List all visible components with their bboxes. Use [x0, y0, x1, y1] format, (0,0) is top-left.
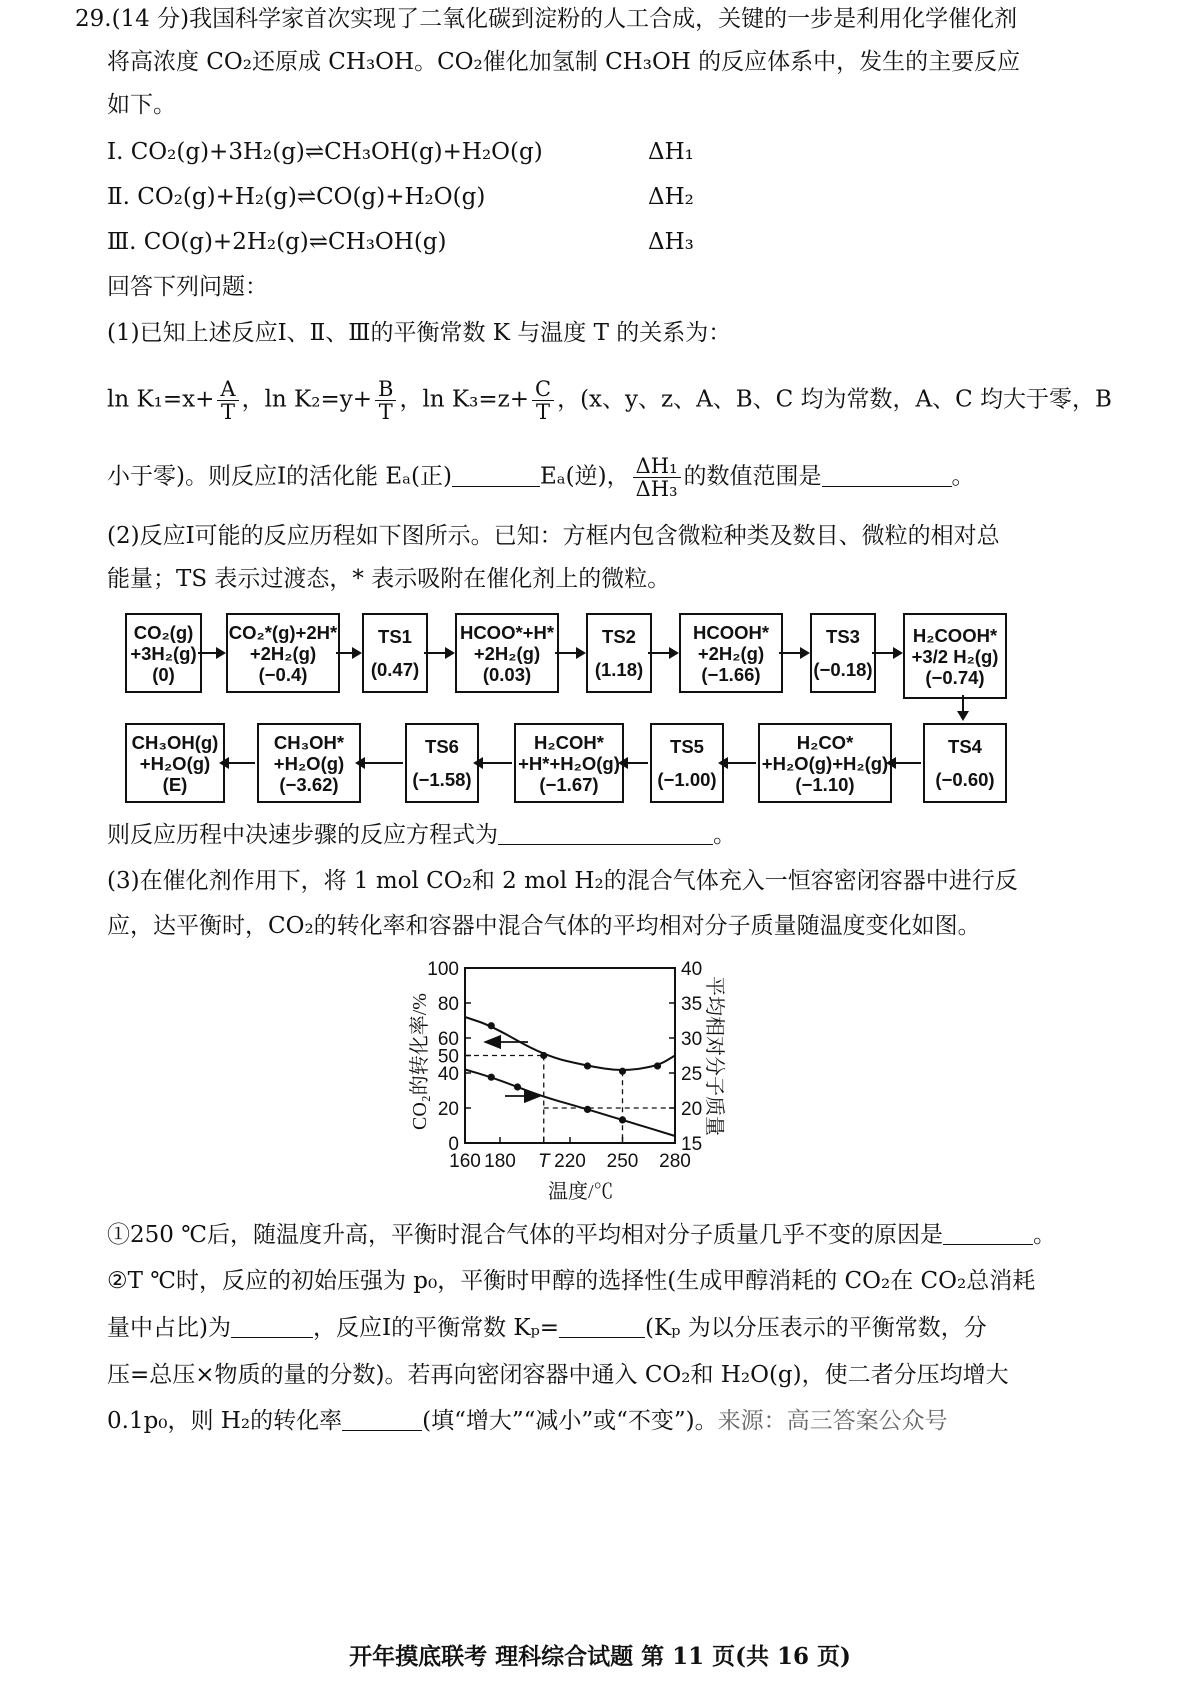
reaction-2-dh: ΔH₂ [648, 184, 694, 210]
data-point-marker [584, 1106, 591, 1113]
part3-q2-line-1: ②T ℃时，反应的初始压强为 p₀，平衡时甲醇的选择性(生成甲醇消耗的 CO₂在 CO₂总消耗 [107, 1268, 1036, 1294]
x-tick-label: 220 [554, 1151, 586, 1172]
series-avg-molar-mass-line [465, 1070, 675, 1137]
pathway-arrow [475, 762, 512, 764]
pathway-arrow [720, 762, 756, 764]
y-right-label: 平均相对分子质量 [703, 976, 725, 1136]
part2-line-1: (2)反应Ⅰ可能的反应历程如下图所示。已知：方框内包含微粒种类及数目、微粒的相对总 [107, 523, 1000, 549]
pathway-box-ts4: TS4 (−0.60) [923, 723, 1007, 803]
part2-question: 则反应历程中决速步骤的反应方程式为 。 [107, 822, 736, 848]
pathway-arrow [620, 762, 648, 764]
data-point-marker [488, 1022, 495, 1029]
reaction-1-dh: ΔH₁ [648, 139, 694, 165]
blank-rate-determining-step[interactable] [498, 822, 713, 845]
x-label: 温度/℃ [548, 1181, 614, 1203]
part3-q2-line-2: 量中占比)为 ，反应Ⅰ的平衡常数 Kₚ= (Kₚ 为以分压表示的平衡常数，分 [107, 1315, 987, 1341]
chart-frame [465, 968, 675, 1143]
blank-ratio-range[interactable] [822, 464, 952, 487]
pathway-box-ts1: TS1 (0.47) [362, 613, 428, 693]
data-point-marker [514, 1083, 521, 1090]
y-right-tick-label: 30 [681, 1029, 703, 1050]
data-point-marker [584, 1062, 591, 1069]
part3-line-1: (3)在催化剂作用下，将 1 mol CO₂和 2 mol H₂的混合气体充入一恒容密闭容器中进行反 [107, 868, 1018, 894]
pathway-arrow [888, 762, 921, 764]
pathway-arrow [648, 652, 677, 654]
pathway-arrow [872, 652, 901, 654]
x-tick-label: T [537, 1151, 550, 1172]
part3-line-2: 应，达平衡时，CO₂的转化率和容器中混合气体的平均相对分子质量随温度变化如图。 [107, 913, 981, 939]
pathway-box-co2-adsorbed: CO₂*(g)+2H* +2H₂(g) (−0.4) [226, 613, 340, 693]
data-point-marker [540, 1052, 547, 1059]
blank-h2-conversion[interactable] [342, 1408, 422, 1431]
pathway-arrow-down [962, 695, 964, 719]
intro-line-2: 将高浓度 CO₂还原成 CH₃OH。CO₂催化加氢制 CH₃OH 的反应体系中，发生的主要反应 [107, 49, 1021, 75]
data-point-marker [488, 1074, 495, 1081]
data-point-marker [654, 1062, 661, 1069]
x-tick-label: 180 [484, 1151, 516, 1172]
pathway-box-ch3oh-gas: CH₃OH(g) +H₂O(g) (E) [125, 723, 225, 803]
pathway-arrow [357, 762, 403, 764]
pathway-box-ch3oh-adsorbed: CH₃OH* +H₂O(g) (−3.62) [257, 723, 361, 803]
pathway-arrow [424, 652, 453, 654]
pathway-box-ts3: TS3 (−0.18) [810, 613, 876, 693]
y-right-tick-label: 20 [681, 1099, 703, 1120]
y-left-label: CO₂的转化率/% [409, 993, 431, 1130]
blank-kp[interactable] [559, 1315, 645, 1338]
part3-q2-line-3: 压=总压×物质的量的分数)。若再向密闭容器中通入 CO₂和 H₂O(g)，使二者分压均增大 [107, 1362, 1009, 1388]
data-point-marker [619, 1116, 626, 1123]
data-point-marker [619, 1068, 626, 1075]
pathway-arrow [336, 652, 360, 654]
pathway-box-ts5: TS5 (−1.00) [650, 723, 724, 803]
y-right-tick-label: 15 [681, 1134, 703, 1155]
pathway-box-ts2: TS2 (1.18) [586, 613, 652, 693]
pathway-box-co2-start: CO₂(g) +3H₂(g) (0) [125, 613, 202, 693]
page-footer: 开年摸底联考 理科综合试题 第 11 页(共 16 页) [349, 1643, 851, 1670]
y-left-tick-label: 0 [448, 1134, 459, 1155]
y-left-tick-label: 40 [437, 1064, 459, 1085]
blank-activation-energy[interactable] [452, 464, 540, 487]
reaction-3-dh: ΔH₃ [648, 229, 694, 255]
pathway-arrow [779, 652, 808, 654]
y-right-tick-label: 35 [681, 994, 703, 1015]
pathway-arrow [198, 652, 224, 654]
pathway-box-h2coh: H₂COH* +H*+H₂O(g) (−1.67) [514, 723, 624, 803]
part1-line-1: (1)已知上述反应Ⅰ、Ⅱ、Ⅲ的平衡常数 K 与温度 T 的关系为： [107, 320, 732, 346]
pathway-box-hcooh: HCOOH* +2H₂(g) (−1.66) [679, 613, 783, 693]
source-note: 来源：高三答案公众号 [717, 1408, 948, 1434]
part1-formula-line: ln K₁=x+ $\frac{A}{T}$ ，ln K₂=y+ $\frac{B}{T}$ ，ln K₃=z+ $\frac{C}{T}$ ，(x、y、z、A、B、C 均为常数，A、C 均大于零，B [107, 377, 1112, 424]
x-tick-label: 250 [606, 1151, 639, 1172]
reaction-2: Ⅱ. CO₂(g)+H₂(g)⇌CO(g)+H₂O(g) [107, 184, 486, 210]
y-left-tick-label: 50 [437, 1046, 459, 1068]
part2-line-2: 能量；TS 表示过渡态，* 表示吸附在催化剂上的微粒。 [107, 566, 671, 592]
blank-methanol-selectivity[interactable] [231, 1315, 313, 1338]
y-right-tick-label: 40 [681, 959, 703, 980]
reaction-1: Ⅰ. CO₂(g)+3H₂(g)⇌CH₃OH(g)+H₂O(g) [107, 139, 543, 165]
y-left-tick-label: 20 [437, 1099, 459, 1120]
intro-line-3: 如下。 [107, 92, 176, 118]
intro-line-1: 29.(14 分)我国科学家首次实现了二氧化碳到淀粉的人工合成，关键的一步是利用化学催化剂 [75, 6, 1018, 32]
reaction-3: Ⅲ. CO(g)+2H₂(g)⇌CH₃OH(g) [107, 229, 447, 255]
part3-q2-line-4: 0.1p₀，则 H₂的转化率 (填“增大”“减小”或“不变”)。来源：高三答案公众号 [107, 1408, 948, 1434]
pathway-box-hcoo: HCOO*+H* +2H₂(g) (0.03) [455, 613, 559, 693]
part3-q1: ①250 ℃后，随温度升高，平衡时混合气体的平均相对分子质量几乎不变的原因是 。 [107, 1222, 1056, 1248]
series-co2-conversion-line [465, 1017, 675, 1070]
pathway-arrow [555, 652, 584, 654]
blank-molar-mass-reason[interactable] [943, 1222, 1033, 1245]
part1-question-line: 小于零)。则反应Ⅰ的活化能 Eₐ(正) Eₐ(逆)， $\frac{\text{ΔH₁}}{\text{ΔH₃}}$ 的数值范围是 。 [107, 454, 975, 501]
y-left-tick-label: 80 [437, 994, 459, 1015]
pathway-box-h2cooh: H₂COOH* +3/2 H₂(g) (−0.74) [903, 613, 1007, 699]
pathway-box-h2co: H₂CO* +H₂O(g)+H₂(g) (−1.10) [758, 723, 892, 803]
x-tick-label: 280 [659, 1151, 691, 1172]
pathway-arrow [221, 762, 255, 764]
y-right-tick-label: 25 [681, 1064, 703, 1085]
x-tick-label: 160 [449, 1151, 481, 1172]
y-left-tick-label: 60 [437, 1029, 459, 1050]
pathway-box-ts6: TS6 (−1.58) [405, 723, 479, 803]
answer-prompt: 回答下列问题： [107, 274, 268, 300]
y-left-tick-label: 100 [427, 959, 459, 980]
